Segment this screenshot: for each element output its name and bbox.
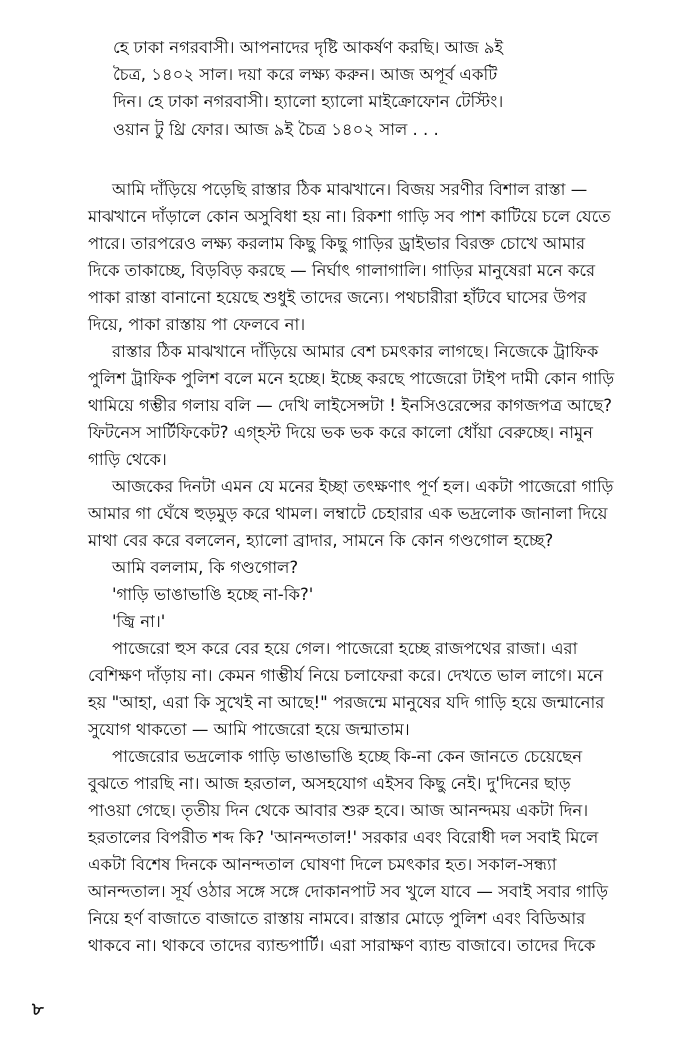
paragraph-line: 'জ্বি না।': [112, 612, 166, 631]
paragraph-line: পাওয়া গেছে। তৃতীয় দিন থেকে আবার শুরু হবে। আজ আনন্দময় একটা দিন।: [88, 801, 589, 820]
paragraph-line: পাকা রাস্তা বানানো হয়েছে শুধুই তাদের জন্যে। পথচারীরা হাঁটবে ঘাসের উপর: [88, 288, 587, 307]
paragraph-line: আনন্দতাল। সূর্য ওঠার সঙ্গে সঙ্গে দোকানপাট সব খুলে যাবে — সবাই সবার গাড়ি: [88, 882, 609, 901]
paragraph-line: থামিয়ে গম্ভীর গলায় বলি — দেখি লাইসেন্সটা ! ইনসিওরেন্সের কাগজপত্র আছে?: [88, 396, 613, 415]
paragraph-line: নিয়ে হর্ণ বাজাতে বাজাতে রাস্তায় নামবে। রাস্তার মোড়ে পুলিশ এবং বিডিআর: [88, 909, 586, 928]
paragraph-line: পাজেরোর ভদ্রলোক গাড়ি ভাঙাভাঙি হচ্ছে কি-না কেন জানতে চেয়েছেন: [112, 747, 583, 766]
verse-line: ওয়ান টু থ্রি ফোর। আজ ৯ই চৈত্র ১৪০২ সাল . . .: [113, 120, 439, 139]
paragraph-line: একটা বিশেষ দিনকে আনন্দতাল ঘোষণা দিলে চমৎকার হত। সকাল-সন্ধ্যা: [88, 855, 557, 874]
paragraph-line: রাস্তার ঠিক মাঝখানে দাঁড়িয়ে আমার বেশ চমৎকার লাগছে। নিজেকে ট্রাফিক: [112, 342, 599, 361]
paragraph-line: আমি দাঁড়িয়ে পড়েছি রাস্তার ঠিক মাঝখানে। বিজয় সরণীর বিশাল রাস্তা —: [112, 180, 588, 199]
paragraph-line: ফিটনেস সার্টিফিকেট? এগ্‌হস্ট দিয়ে ভক ভক করে কালো ধোঁয়া বেরুচ্ছে। নামুন: [88, 423, 594, 442]
paragraph-line: আজকের দিনটা এমন যে মনের ইচ্ছা তৎক্ষণাৎ পূর্ণ হল। একটা পাজেরো গাড়ি: [112, 477, 614, 496]
paragraph-line: বেশিক্ষণ দাঁড়ায় না। কেমন গাম্ভীর্য নিয়ে চলাফেরা করে। দেখতে ভাল লাগে। মনে: [88, 666, 604, 685]
paragraph-line: মাথা বের করে বললেন, হ্যালো ব্রাদার, সামনে কি কোন গণ্ডগোল হচ্ছে?: [88, 531, 554, 550]
paragraph-line: পাজেরো হুস করে বের হয়ে গেল। পাজেরো হচ্ছে রাজপথের রাজা। এরা: [112, 639, 578, 658]
paragraph-line: আমার গা ঘেঁষে হুড়মুড় করে থামল। লম্বাটে চেহারার এক ভদ্রলোক জানালা দিয়ে: [88, 504, 608, 523]
paragraph-line: মাঝখানে দাঁড়ালে কোন অসুবিধা হয় না। রিকশা গাড়ি সব পাশ কাটিয়ে চলে যেতে: [88, 207, 611, 226]
paragraph-line: আমি বললাম, কি গণ্ডগোল?: [112, 558, 299, 577]
paragraph-line: পারে। তারপরেও লক্ষ্য করলাম কিছু কিছু গাড়ির ড্রাইভার বিরক্ত চোখে আমার: [88, 234, 586, 253]
paragraph-line: পুলিশ ট্রাফিক পুলিশ বলে মনে হচ্ছে। ইচ্ছে করছে পাজেরো টাইপ দামী কোন গাড়ি: [88, 369, 615, 388]
paragraph-line: সুযোগ থাকতো — আমি পাজেরো হয়ে জন্মাতাম।: [88, 720, 410, 739]
paragraph-line: 'গাড়ি ভাঙাভাঙি হচ্ছে না-কি?': [112, 585, 314, 604]
paragraph-line: হয় "আহা, এরা কি সুখেই না আছে!" পরজন্মে মানুষের যদি গাড়ি হয়ে জন্মানোর: [88, 693, 605, 712]
page-number: ৮: [32, 999, 44, 1020]
verse-line: হে ঢাকা নগরবাসী। আপনাদের দৃষ্টি আকর্ষণ করছি। আজ ৯ই: [113, 38, 504, 57]
verse-line: চৈত্র, ১৪০২ সাল। দয়া করে লক্ষ্য করুন। আজ অপূর্ব একটি: [113, 65, 498, 84]
paragraph-line: গাড়ি থেকে।: [88, 450, 167, 469]
paragraph-line: থাকবে না। থাকবে তাদের ব্যান্ডপার্টি। এরা সারাক্ষণ ব্যান্ড বাজাবে। তাদের দিকে: [88, 936, 596, 955]
paragraph-line: হরতালের বিপরীত শব্দ কি? 'আনন্দতাল!' সরকার এবং বিরোধী দল সবাই মিলে: [88, 828, 599, 847]
paragraph-line: দিকে তাকাচ্ছে, বিড়বিড় করছে — নির্ঘাৎ গালাগালি। গাড়ির মানুষেরা মনে করে: [88, 261, 596, 280]
verse-line: দিন। হে ঢাকা নগরবাসী। হ্যালো হ্যালো মাইক্রোফোন টেস্টিং।: [113, 92, 504, 111]
paragraph-line: দিয়ে, পাকা রাস্তায় পা ফেলবে না।: [88, 315, 306, 334]
paragraph-line: বুঝতে পারছি না। আজ হরতাল, অসহযোগ এইসব কিছু নেই। দু'দিনের ছাড়: [88, 774, 571, 793]
